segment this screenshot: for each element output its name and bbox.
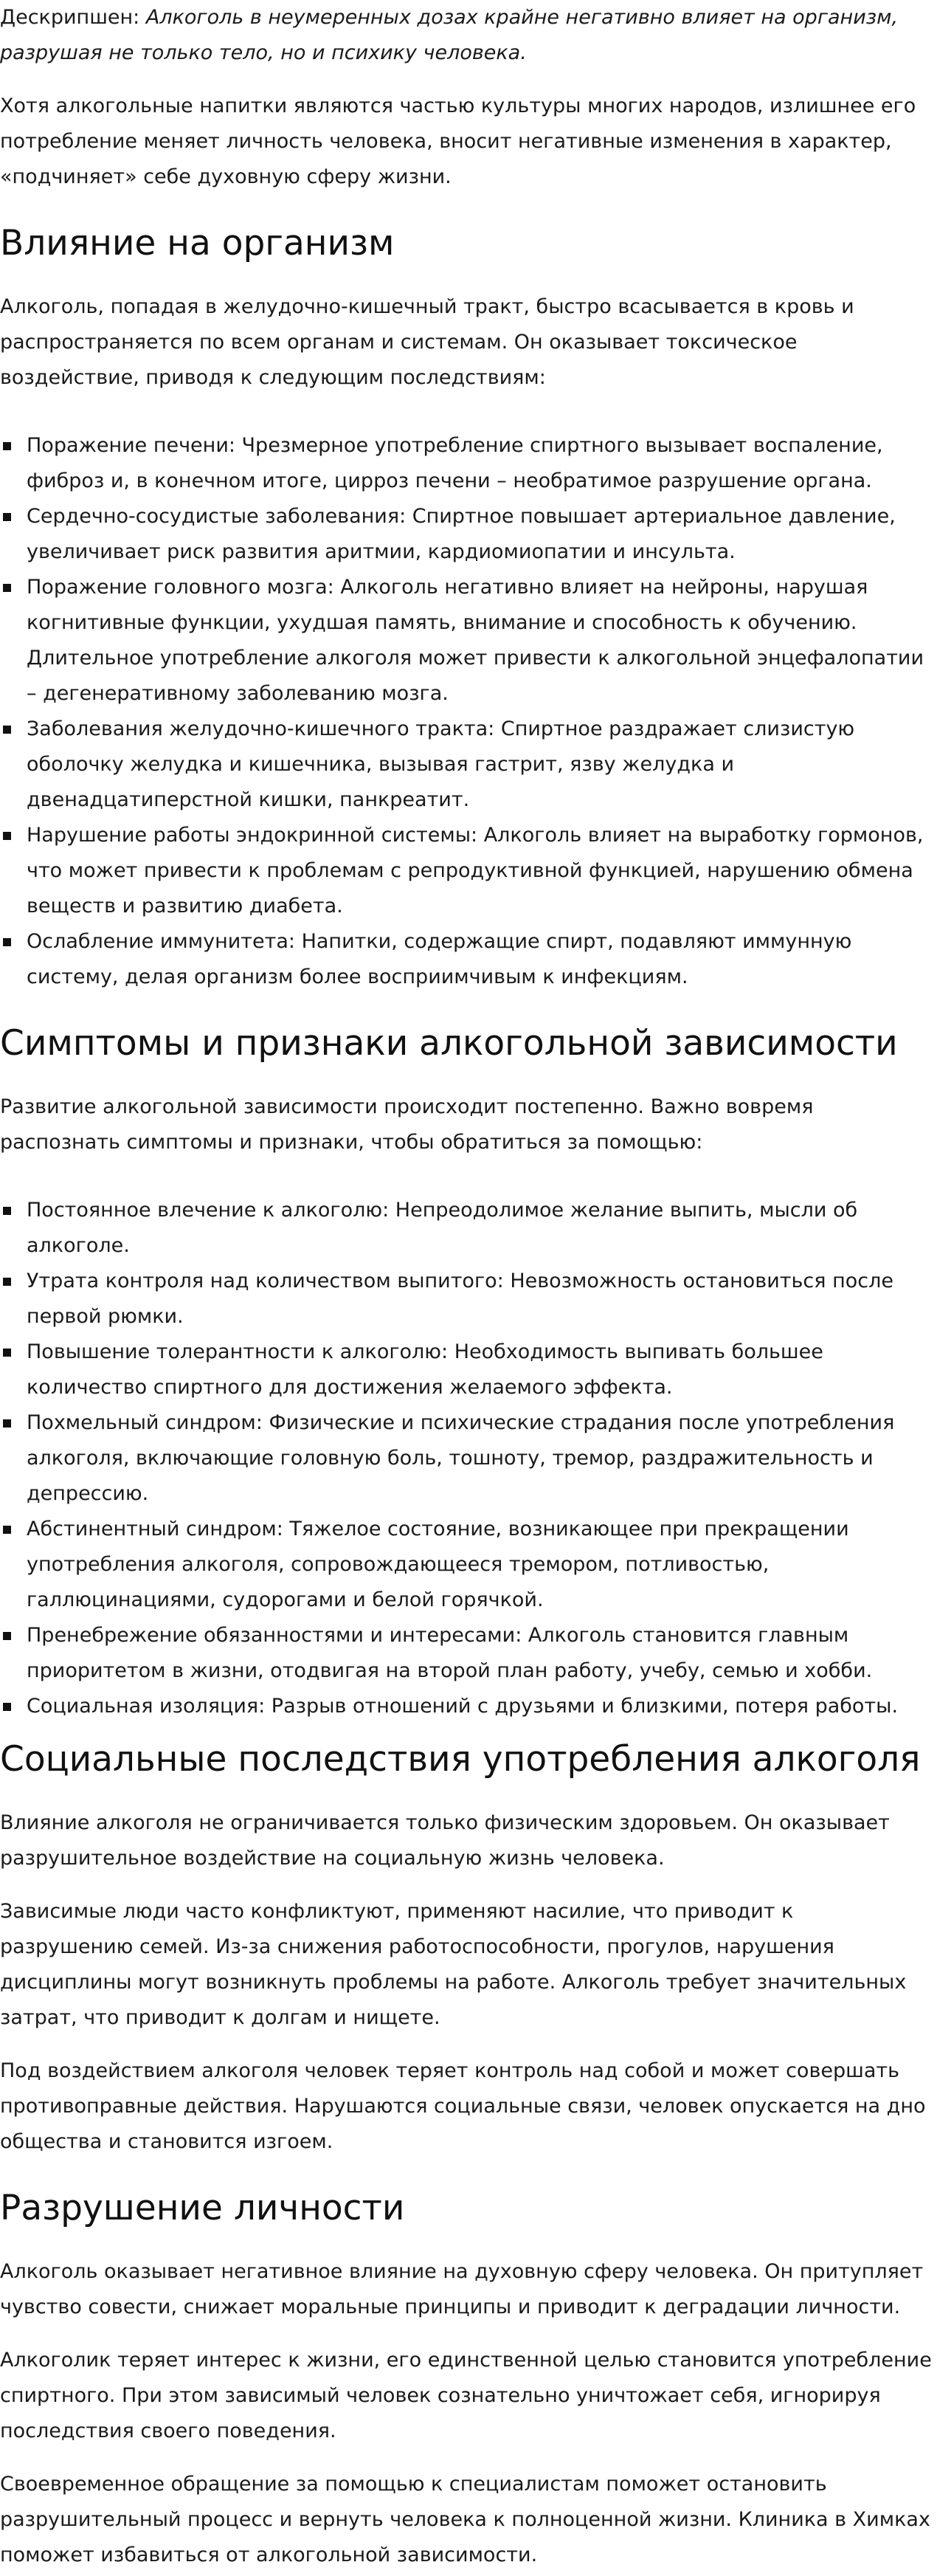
list-item [0,1405,933,1512]
bullet-icon [3,938,11,946]
list-item-text: Пренебрежение обязанностями и интересами: Алкоголь становится главным приоритетом в жизни, отодвигая на второй план работу, учебу, семью и хобби. [27,1624,873,1682]
list-item-text: Поражение печени: Чрезмерное употребление спиртного вызывает воспаление, фиброз и, в конечном итоге, цирроз печени – необратимое разрушение органа. [27,434,883,492]
bullet-icon [3,1419,11,1428]
organism-paragraph: Алкоголь, попадая в желудочно-кишечный тракт, быстро всасывается в кровь и распространяется по всем органам и системам. Он оказывает токсическое воздействие, приводя к следующим последствиям: [0,295,854,389]
list-item-text: Повышение толерантности к алкоголю: Необходимость выпивать большее количество спиртного для достижения желаемого эффекта. [27,1340,823,1399]
list-item [0,924,933,995]
personality-paragraph: Алкоголик теряет интерес к жизни, его единственной целью становится употребление спиртного. При этом зависимый человек сознательно уничтожает себя, игнорируя последствия своего поведения. [0,2349,932,2442]
heading-symptoms: Симптомы и признаки алкогольной зависимости [0,1023,898,1064]
list-item [0,1512,933,1618]
list-item [0,570,933,712]
social-paragraph: Зависимые люди часто конфликтуют, применяют насилие, что приводит к разрушению семей. Из-за снижения работоспособности, прогулов, нарушения дисциплины могут возникнуть проблемы на работе. Алкоголь требует значительных затрат, что приводит к долгам и нищете. [0,1900,907,2029]
personality-paragraph: Своевременное обращение за помощью к специалистам поможет остановить разрушительный процесс и вернуть человека к полноценной жизни. Клиника в Химках поможет избавиться от алкогольной зависимости. [0,2473,930,2566]
organism-list [0,428,933,995]
list-item [0,499,933,570]
list-item [0,428,933,499]
list-item-text: Заболевания желудочно-кишечного тракта: Спиртное раздражает слизистую оболочку желудка и кишечника, вызывая гастрит, язву желудка и двенадцатиперстной кишки, панкреатит. [27,717,855,811]
social-paragraph: Влияние алкоголя не ограничивается только физическим здоровьем. Он оказывает разрушительное воздействие на социальную жизнь человека. [0,1811,890,1870]
bullet-icon [3,832,11,840]
list-item-text: Постоянное влечение к алкоголю: Непреодолимое желание выпить, мысли об алкоголе. [27,1199,858,1257]
list-item [0,712,933,818]
bullet-icon [3,1207,11,1215]
list-item-text: Нарушение работы эндокринной системы: Алкоголь влияет на выработку гормонов, что может привести к проблемам с репродуктивной функцией, нарушению обмена веществ и развитию диабета. [27,824,924,917]
symptoms-list [0,1193,933,1724]
list-item-text: Ослабление иммунитета: Напитки, содержащие спирт, подавляют иммунную систему, делая организм более восприимчивым к инфекциям. [27,930,852,988]
heading-organism: Влияние на организм [0,223,395,264]
bullet-icon [3,1703,11,1711]
list-item [0,1335,933,1405]
description-label: Дескрипшен: [0,6,140,29]
list-item-text: Поражение головного мозга: Алкоголь негативно влияет на нейроны, нарушая когнитивные функции, ухудшая память, внимание и способность к обучению. Длительное употребление алкоголя может привести к алкогольной энцефалопатии – дегенеративному заболеванию мозга. [27,576,924,705]
description-text: Алкоголь в неумеренных дозах крайне негативно влияет на организм, разрушая не только тело, но и психику человека. [0,6,899,64]
bullet-icon [3,726,11,734]
list-item-text: Абстинентный синдром: Тяжелое состояние, возникающее при прекращении употребления алкоголя, сопровождающееся тремором, потливостью, галлюцинациями, судорогами и белой горячкой. [27,1518,849,1611]
bullet-icon [3,1349,11,1357]
list-item [0,818,933,924]
social-paragraph: Под воздействием алкоголя человек теряет контроль над собой и может совершать противоправные действия. Нарушаются социальные связи, человек опускается на дно общества и становится изгоем. [0,2059,926,2153]
heading-personality: Разрушение личности [0,2188,405,2228]
list-item-text: Социальная изоляция: Разрыв отношений с друзьями и близкими, потеря работы. [27,1695,899,1718]
bullet-icon [3,1632,11,1640]
list-item [0,1193,933,1264]
symptoms-paragraph: Развитие алкогольной зависимости происходит постепенно. Важно вовремя распознать симптомы и признаки, чтобы обратиться за помощью: [0,1095,814,1154]
bullet-icon [3,1526,11,1534]
bullet-icon [3,513,11,521]
heading-social: Социальные последствия употребления алкоголя [0,1739,921,1780]
list-item [0,1264,933,1335]
personality-paragraph: Алкоголь оказывает негативное влияние на духовную сферу человека. Он притупляет чувство совести, снижает моральные принципы и приводит к деградации личности. [0,2260,924,2318]
list-item [0,1689,933,1724]
list-item-text: Сердечно-сосудистые заболевания: Спиртное повышает артериальное давление, увеличивает риск развития аритмии, кардиомиопатии и инсульта. [27,505,896,563]
list-item [0,1618,933,1689]
intro-paragraph: Хотя алкогольные напитки являются частью культуры многих народов, излишнее его потребление меняет личность человека, вносит негативные изменения в характер, «подчиняет» себе духовную сферу жизни. [0,94,916,188]
description-paragraph [0,0,933,71]
list-item-text: Похмельный синдром: Физические и психические страдания после употребления алкоголя, включающие головную боль, тошноту, тремор, раздражительность и депрессию. [27,1411,895,1505]
bullet-icon [3,442,11,450]
list-item-text: Утрата контроля над количеством выпитого: Невозможность остановиться после первой рюмки. [27,1270,893,1328]
bullet-icon [3,1278,11,1286]
bullet-icon [3,584,11,592]
